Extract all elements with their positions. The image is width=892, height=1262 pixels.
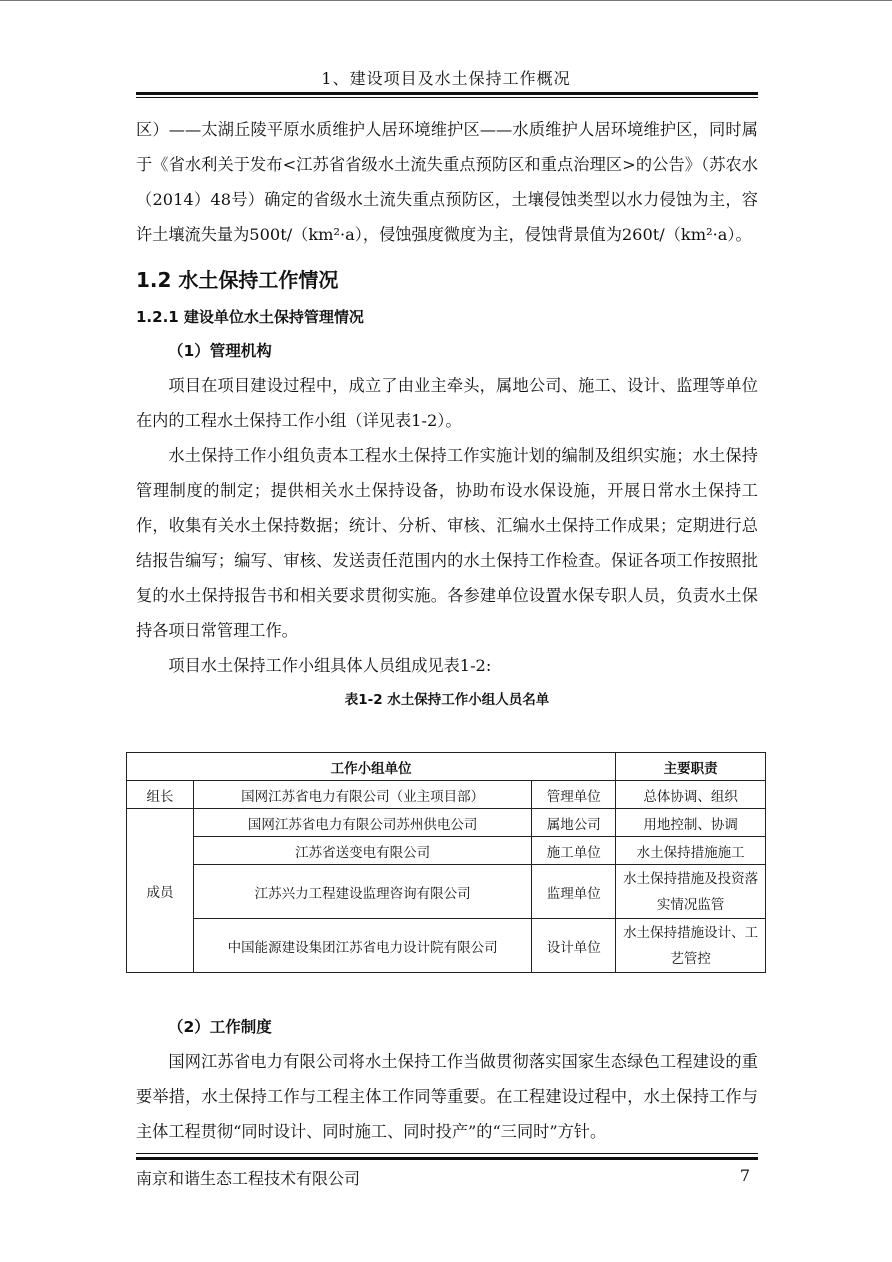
member-type-cell: 监理单位 bbox=[532, 865, 616, 919]
table-header-row bbox=[127, 753, 766, 781]
management-org-paragraph: 项目在项目建设过程中，成立了由业主牵头，属地公司、施工、设计、监理等单位在内的工程水土保持工作小组（详见表1-2）。 bbox=[136, 376, 758, 430]
section-1-2-heading: 1.2 水土保持工作情况 bbox=[136, 268, 339, 292]
header-rule-thin bbox=[136, 97, 758, 98]
member-org-cell: 江苏省送变电有限公司 bbox=[193, 837, 531, 865]
table-row bbox=[127, 837, 766, 865]
leader-type-cell: 管理单位 bbox=[532, 781, 616, 809]
management-org-heading: （1）管理机构 bbox=[168, 342, 272, 360]
work-system-section bbox=[136, 1010, 758, 1149]
member-type-cell: 属地公司 bbox=[532, 809, 616, 837]
table-row bbox=[127, 781, 766, 809]
member-org-cell: 中国能源建设集团江苏省电力设计院有限公司 bbox=[193, 919, 531, 973]
staff-table bbox=[126, 752, 766, 973]
member-org-cell: 江苏兴力工程建设监理咨询有限公司 bbox=[193, 865, 531, 919]
member-org-cell: 国网江苏省电力有限公司苏州供电公司 bbox=[193, 809, 531, 837]
footer-rule-thin bbox=[136, 1153, 758, 1154]
header-rule bbox=[136, 92, 758, 95]
header-duty-cell: 主要职责 bbox=[616, 753, 766, 781]
member-duty-cell: 水土保持措施及投资落实情况监管 bbox=[616, 865, 766, 919]
leader-org-cell: 国网江苏省电力有限公司（业主项目部） bbox=[193, 781, 531, 809]
table-reference-paragraph: 项目水土保持工作小组具体人员组成见表1-2: bbox=[168, 656, 492, 675]
member-role-cell: 成员 bbox=[127, 809, 194, 973]
working-group-duties-paragraph: 水土保持工作小组负责本工程水土保持工作实施计划的编制及组织实施；水土保持管理制度的制定；提供相关水土保持设备，协助布设水保设施，开展日常水土保持工作，收集有关水土保持数据；统计、分析、审核、汇编水土保持工作成果；定期进行总结报告编写；编写、审核、发送责任范围内的水土保持工作检查。保证各项工作按照批复的水土保持报告书和相关要求贯彻实施。各参建单位设置水保专职人员，负责水土保持各项日常管理工作。 bbox=[136, 446, 758, 640]
table-row bbox=[127, 919, 766, 973]
running-header-title: 1、建设项目及水土保持工作概况 bbox=[321, 69, 571, 88]
member-duty-cell: 用地控制、协调 bbox=[616, 809, 766, 837]
leader-role-cell: 组长 bbox=[127, 781, 194, 809]
table-row bbox=[127, 865, 766, 919]
table-caption: 表1-2 水土保持工作小组人员名单 bbox=[344, 692, 550, 708]
member-duty-cell: 水土保持措施施工 bbox=[616, 837, 766, 865]
member-type-cell: 施工单位 bbox=[532, 837, 616, 865]
work-system-heading: （2）工作制度 bbox=[168, 1018, 272, 1036]
page-top-border bbox=[0, 0, 892, 1]
intro-paragraph: 区）——太湖丘陵平原水质维护人居环境维护区——水质维护人居环境维护区，同时属于《省水利关于发布<江苏省省级水土流失重点预防区和重点治理区>的公告》（苏农水（2014）48号）确定的省级水土流失重点预防区，土壤侵蚀类型以水力侵蚀为主，容许土壤流失量为500t/（km²·a），侵蚀强度微度为主，侵蚀背景值为260t/（km²·a）。 bbox=[136, 120, 758, 244]
main-content bbox=[136, 112, 758, 715]
member-type-cell: 设计单位 bbox=[532, 919, 616, 973]
table-row bbox=[127, 809, 766, 837]
leader-duty-cell: 总体协调、组织 bbox=[616, 781, 766, 809]
footer-company-name: 南京和谐生态工程技术有限公司 bbox=[136, 1169, 361, 1188]
header-unit-cell: 工作小组单位 bbox=[127, 753, 616, 781]
work-system-paragraph: 国网江苏省电力有限公司将水土保持工作当做贯彻落实国家生态绿色工程建设的重要举措，水土保持工作与工程主体工作同等重要。在工程建设过程中，水土保持工作与主体工程贯彻“同时设计、同时施工、同时投产”的“三同时”方针。 bbox=[136, 1052, 758, 1141]
member-duty-cell: 水土保持措施设计、工艺管控 bbox=[616, 919, 766, 973]
section-1-2-1-heading: 1.2.1 建设单位水土保持管理情况 bbox=[136, 308, 364, 326]
footer-rule bbox=[136, 1157, 758, 1160]
page-number: 7 bbox=[739, 1166, 750, 1185]
